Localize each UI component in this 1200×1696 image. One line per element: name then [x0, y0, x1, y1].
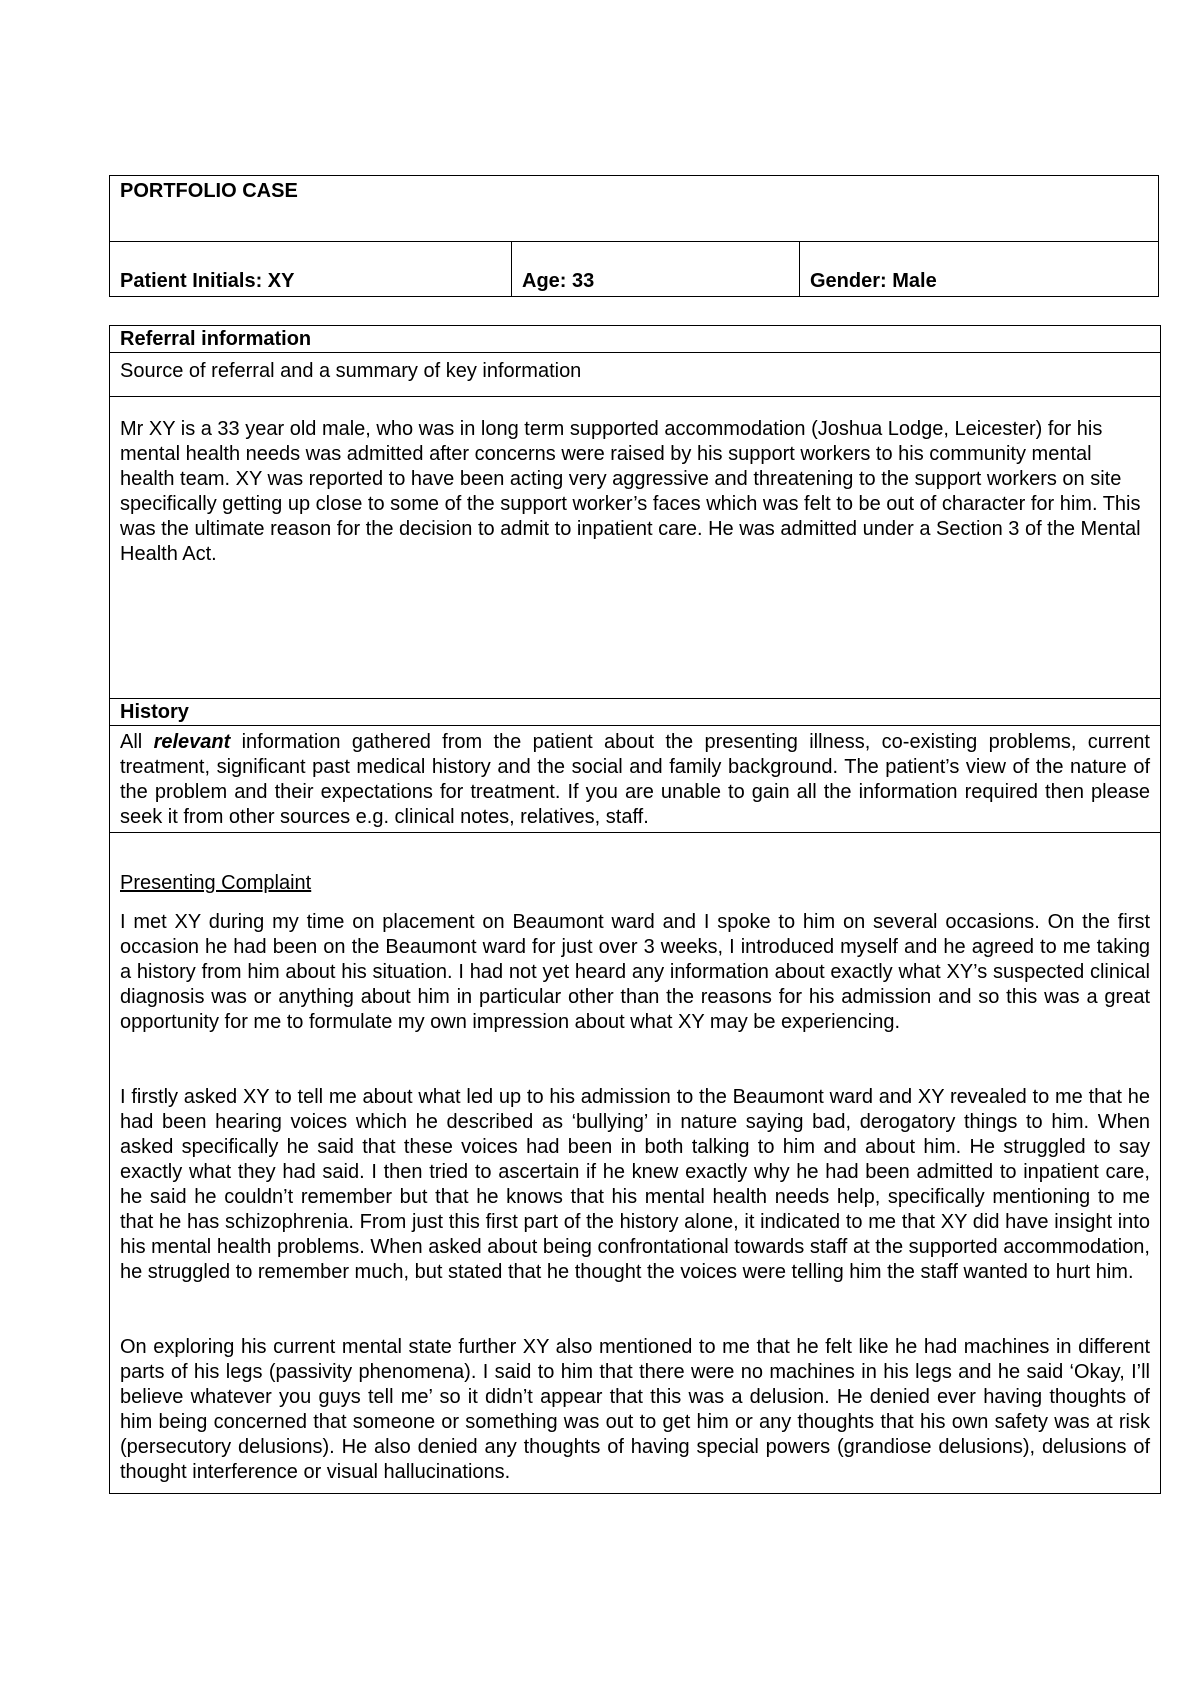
- case-header-table: [109, 175, 1159, 297]
- patient-age: Age: 33: [512, 242, 800, 297]
- history-paragraph-1: I met XY during my time on placement on Beaumont ward and I spoke to him on several occasions. On the first occasion he had been on the Beaumont ward for just over 3 weeks, I introduced myself and he agreed to me taking a history from him about his situation. I had not yet heard any information about exactly what XY’s suspected clinical diagnosis was or anything about him in particular other than the reasons for his admission and so this was a great opportunity for me to formulate my own impression about what XY may be experiencing.: [120, 911, 1150, 1033]
- history-paragraph-3: On exploring his current mental state further XY also mentioned to me that he felt like he had machines in different parts of his legs (passivity phenomena). I said to him that there were no machines in his legs and he said ‘Okay, I’ll believe whatever you guys tell me’ so it didn’t appear that this was a delusion. He denied ever having thoughts of him being concerned that someone or something was out to get him or any thoughts that his own safety was at risk (persecutory delusions). He also denied any thoughts of having special powers (grandiose delusions), delusions of thought interference or visual hallucinations.: [120, 1336, 1150, 1483]
- referral-subheading: Source of referral and a summary of key information: [110, 353, 1161, 397]
- history-heading: History: [110, 699, 1161, 726]
- patient-gender: Gender: Male: [800, 242, 1159, 297]
- history-instructions-rest: information gathered from the patient about the presenting illness, co-existing problems, current treatment, significant past medical history and the social and family background. The patient’s view of the nature of the problem and their expectations for treatment. If you are unable to gain all the information required then please seek it from other sources e.g. clinical notes, relatives, staff.: [120, 731, 1150, 828]
- case-title: PORTFOLIO CASE: [110, 176, 1159, 242]
- history-instructions-emphasis: relevant: [153, 731, 231, 753]
- referral-heading: Referral information: [110, 326, 1161, 353]
- history-paragraph-2: I firstly asked XY to tell me about what led up to his admission to the Beaumont ward and XY revealed to me that he had been hearing voices which he described as ‘bullying’ in nature saying bad, derogatory things to him. When asked specifically he said that these voices had been in both talking to him and about him. He struggled to say exactly what they had said. I then tried to ascertain if he knew exactly why he had been admitted to inpatient care, he said he couldn’t remember but that he knows that his mental health needs help, specifically mentioning to me that he has schizophrenia. From just this first part of the history alone, it indicated to me that XY did have insight into his mental health problems. When asked about being confrontational towards staff at the supported accommodation, he struggled to remember much, but stated that he thought the voices were telling him the staff wanted to hurt him.: [120, 1086, 1150, 1283]
- referral-text: Mr XY is a 33 year old male, who was in long term supported accommodation (Joshua Lodge, Leicester) for his mental health needs was admitted after concerns were raised by his support workers to his community mental health team. XY was reported to have been acting very aggressive and threatening to the support workers on site specifically getting up close to some of the support worker’s faces which was felt to be out of character for him. This was the ultimate reason for the decision to admit to inpatient care. He was admitted under a Section 3 of the Mental Health Act.: [120, 418, 1141, 565]
- history-instructions: [110, 726, 1161, 833]
- patient-initials: Patient Initials: XY: [110, 242, 512, 297]
- history-instructions-prefix: All: [120, 731, 143, 753]
- case-body-table: [109, 325, 1161, 1494]
- referral-body: [110, 397, 1161, 699]
- presenting-complaint-heading: Presenting Complaint: [120, 872, 312, 894]
- history-body: [110, 833, 1161, 1494]
